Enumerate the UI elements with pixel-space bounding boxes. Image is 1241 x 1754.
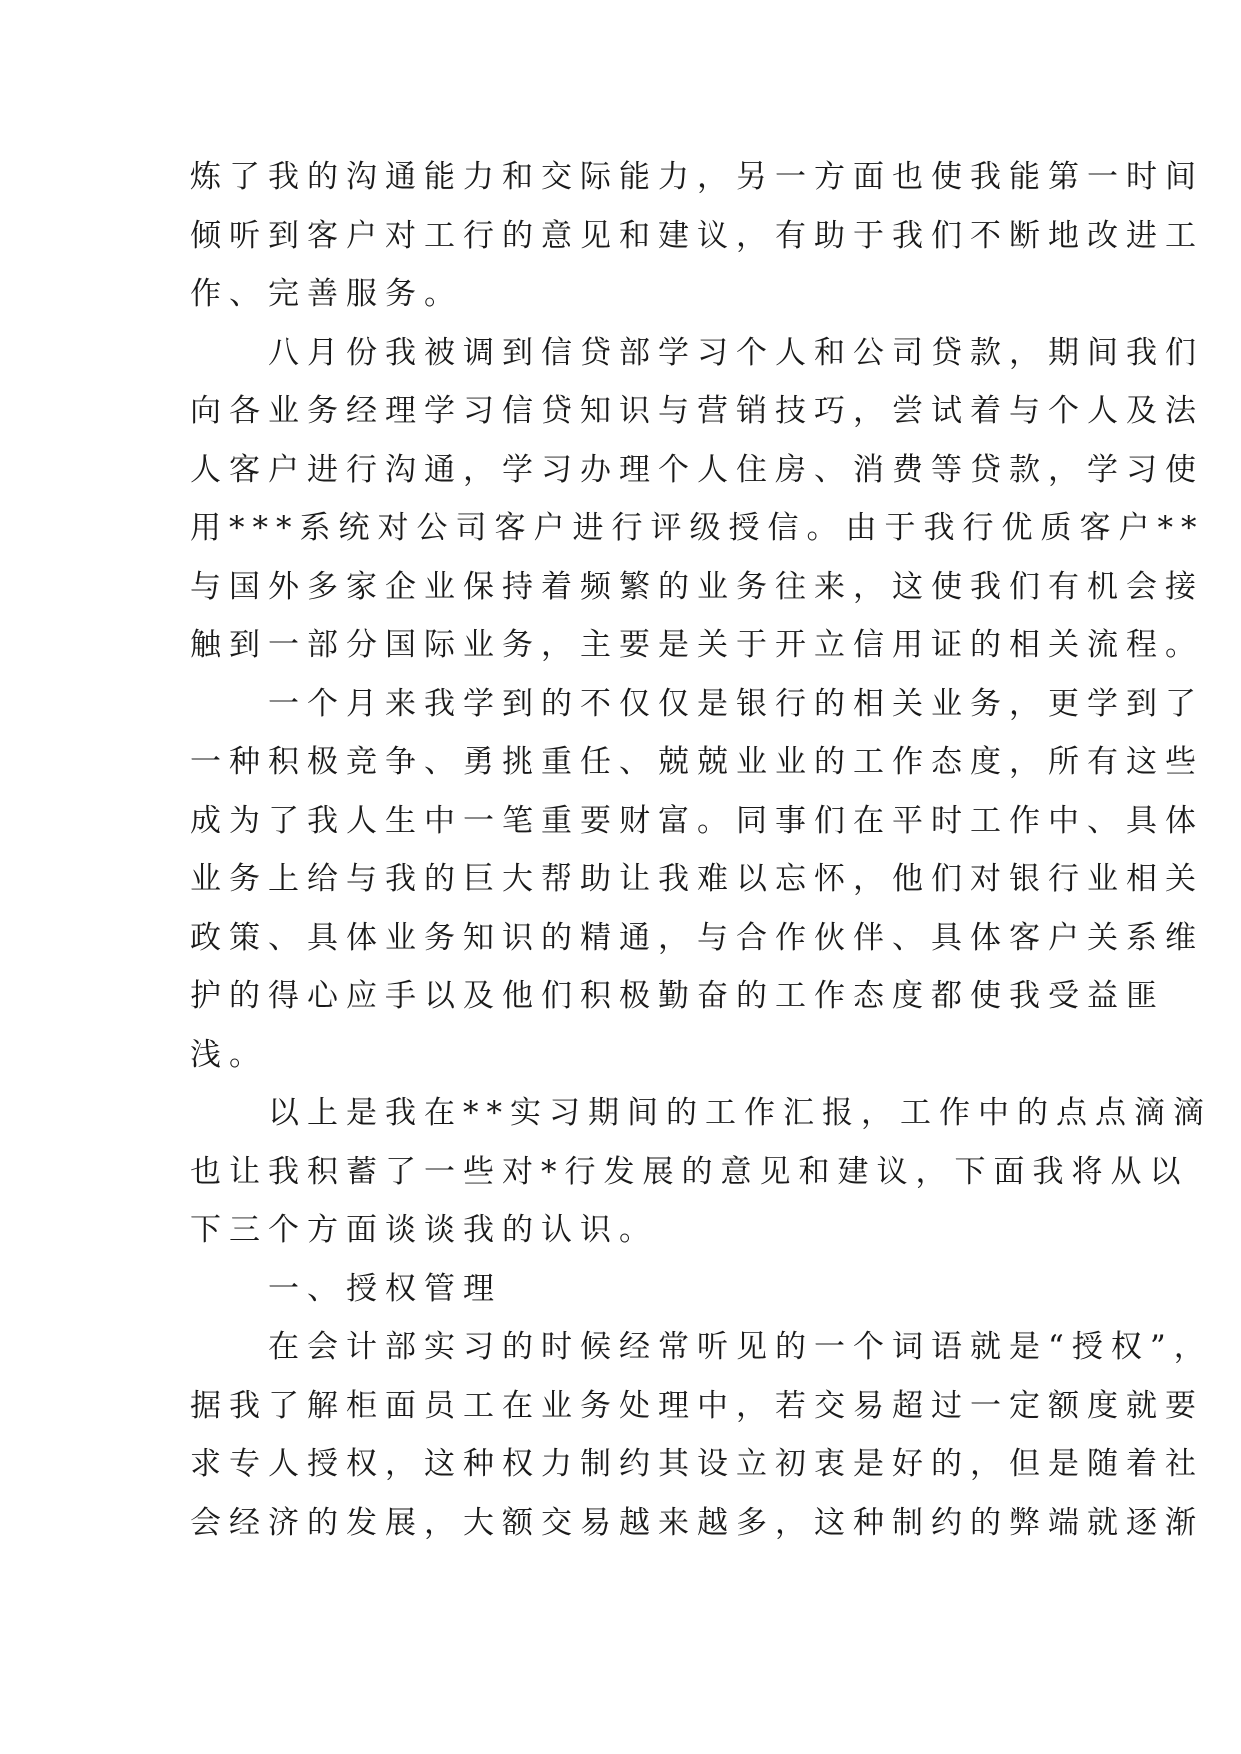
text-line: 也让我积蓄了一些对*行发展的意见和建议，下面我将从以 <box>190 1153 1189 1190</box>
text-line: 人客户进行沟通，学习办理个人住房、消费等贷款，学习使 <box>190 451 1204 488</box>
text-line: 浅。 <box>190 1036 268 1073</box>
text-line: 用***系统对公司客户进行评级授信。由于我行优质客户** <box>190 510 1205 546</box>
text-line: 触到一部分国际业务，主要是关于开立信用证的相关流程。 <box>190 627 1204 663</box>
text-line: 炼了我的沟通能力和交际能力，另一方面也使我能第一时间 <box>190 159 1204 195</box>
paragraph-start-line: 以上是我在**实习期间的工作汇报，工作中的点点滴滴 <box>268 1095 1212 1131</box>
paragraph-start-line: 八月份我被调到信贷部学习个人和公司贷款，期间我们 <box>268 334 1204 371</box>
paragraph-start-line: 在会计部实习的时候经常听见的一个词语就是“授权”， <box>268 1329 1213 1365</box>
text-line: 倾听到客户对工行的意见和建议，有助于我们不断地改进工 <box>190 217 1204 254</box>
section-heading: 一、授权管理 <box>268 1270 502 1307</box>
text-line: 下三个方面谈谈我的认识。 <box>190 1212 658 1248</box>
text-line: 据我了解柜面员工在业务处理中，若交易超过一定额度就要 <box>190 1387 1204 1424</box>
text-line: 政策、具体业务知识的精通，与合作伙伴、具体客户关系维 <box>190 919 1204 956</box>
text-line: 会经济的发展，大额交易越来越多，这种制约的弊端就逐渐 <box>190 1504 1204 1541</box>
text-line: 向各业务经理学习信贷知识与营销技巧，尝试着与个人及法 <box>190 393 1204 429</box>
document-body <box>190 158 1213 1562</box>
text-line: 作、完善服务。 <box>190 276 463 312</box>
text-line: 求专人授权，这种权力制约其设立初衷是好的，但是随着社 <box>190 1446 1204 1482</box>
paragraph-start-line: 一个月来我学到的不仅仅是银行的相关业务，更学到了 <box>268 685 1204 722</box>
text-line: 业务上给与我的巨大帮助让我难以忘怀，他们对银行业相关 <box>190 861 1204 897</box>
text-line: 与国外多家企业保持着频繁的业务往来，这使我们有机会接 <box>190 568 1204 605</box>
text-line: 成为了我人生中一笔重要财富。同事们在平时工作中、具体 <box>190 802 1204 839</box>
text-line: 一种积极竞争、勇挑重任、兢兢业业的工作态度，所有这些 <box>190 744 1204 780</box>
text-line: 护的得心应手以及他们积极勤奋的工作态度都使我受益匪 <box>190 978 1165 1014</box>
